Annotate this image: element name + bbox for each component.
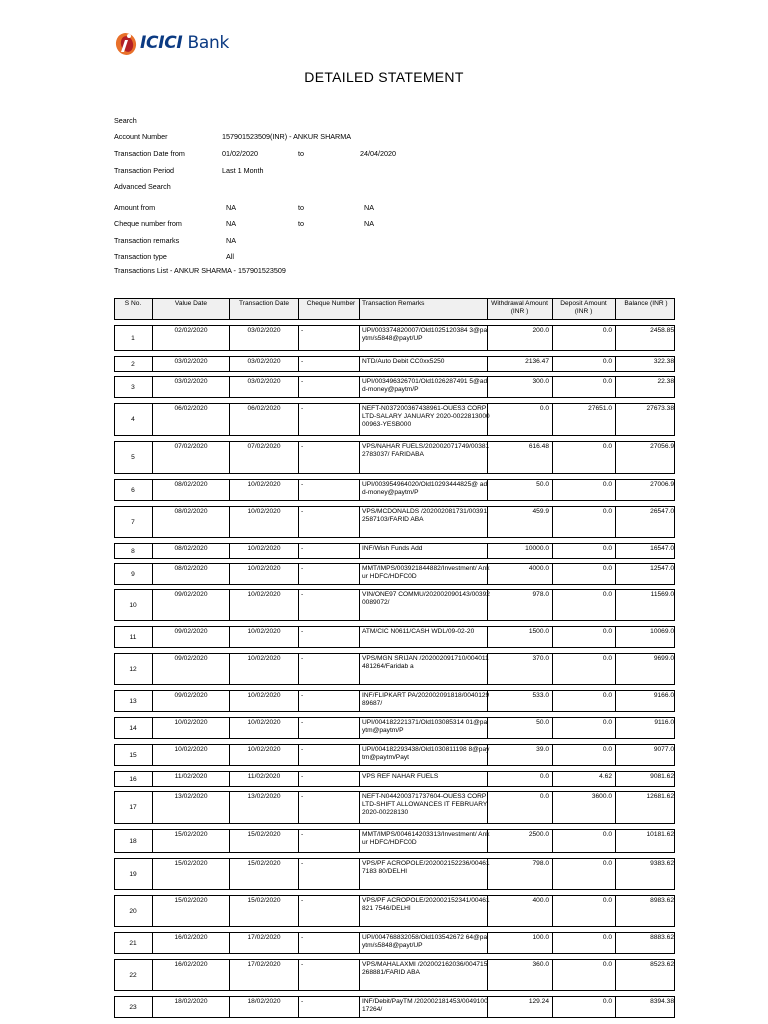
cell-rm: NEFT-N037200367438961-OUES3 CORP LTD-SALARY JANUARY 2020-002281300000963-YESB000: [359, 404, 490, 435]
cell-bl: 22.38: [615, 377, 676, 397]
cell-cq: -: [298, 772, 361, 786]
cell-td: 17/02/2020: [229, 960, 298, 990]
cell-vd: 08/02/2020: [152, 544, 229, 558]
table-row: [114, 932, 675, 954]
cell-sno: 13: [129, 697, 137, 705]
cell-bl: 322.38: [615, 357, 676, 371]
cell-rm: INF/Wish Funds Add: [359, 544, 490, 558]
cell-td: 15/02/2020: [229, 830, 298, 852]
cell-td: 10/02/2020: [229, 544, 298, 558]
account-value: 157901523509(INR) - ANKUR SHARMA: [222, 132, 352, 141]
cell-sno: 23: [129, 1003, 137, 1011]
cell-wd: 10000.0: [487, 544, 551, 558]
cell-cq: -: [298, 442, 361, 473]
cell-cq: -: [298, 997, 361, 1017]
cell-vd: 08/02/2020: [152, 564, 229, 584]
table-row: [114, 441, 675, 474]
cell-rm: VPS/PF ACROPOLE/202002152341/00461821 7546/DELHI: [359, 896, 490, 926]
cell-sno: 1: [131, 334, 135, 342]
cell-bl: 9077.0: [615, 745, 676, 765]
cell-rm: UPI/004768832058/Old103542672 64@paytm/s5848@payt/UP: [359, 933, 490, 953]
page-title: DETAILED STATEMENT: [304, 69, 464, 85]
cell-rm: VPS/MCDONALDS /202002081731/003912587103/FARID ABA: [359, 507, 490, 537]
cell-sno: 9: [131, 570, 135, 578]
cell-dp: 0.0: [552, 859, 614, 889]
type-value: All: [226, 252, 234, 261]
cell-bl: 9383.62: [615, 859, 676, 889]
cell-td: 10/02/2020: [229, 507, 298, 537]
cell-wd: 4000.0: [487, 564, 551, 584]
cell-cq: -: [298, 627, 361, 647]
cell-dp: 0.0: [552, 960, 614, 990]
cell-bl: 10069.0: [615, 627, 676, 647]
cell-wd: 2500.0: [487, 830, 551, 852]
cell-vd: 13/02/2020: [152, 792, 229, 823]
cell-vd: 07/02/2020: [152, 442, 229, 473]
amount-from: NA: [226, 203, 236, 212]
cell-cq: -: [298, 590, 361, 620]
column-header: Withdrawal Amount (INR ): [487, 299, 551, 319]
cell-bl: 9166.0: [615, 691, 676, 711]
cell-rm: NEFT-N044200371737604-OUES3 CORP LTD-SHIFT ALLOWANCES IT FEBRUARY 2020-00228130: [359, 792, 490, 823]
column-header: Transaction Remarks: [359, 299, 490, 319]
cell-rm: UPI/003496326701/Old1026287491 5@add-money@paytm/P: [359, 377, 490, 397]
cell-vd: 09/02/2020: [152, 691, 229, 711]
cell-bl: 12547.0: [615, 564, 676, 584]
cell-vd: 16/02/2020: [152, 960, 229, 990]
cell-td: 10/02/2020: [229, 590, 298, 620]
cell-cq: -: [298, 691, 361, 711]
table-row: [114, 403, 675, 436]
cell-sno: 11: [129, 633, 137, 641]
cell-bl: 8983.62: [615, 896, 676, 926]
cell-td: 10/02/2020: [229, 691, 298, 711]
cell-wd: 50.0: [487, 480, 551, 500]
table-row: [114, 791, 675, 824]
cell-vd: 08/02/2020: [152, 507, 229, 537]
cell-cq: -: [298, 960, 361, 990]
cell-dp: 0.0: [552, 896, 614, 926]
cell-sno: 6: [131, 486, 135, 494]
cell-td: 15/02/2020: [229, 896, 298, 926]
cell-sno: 20: [129, 907, 137, 915]
cell-wd: 129.24: [487, 997, 551, 1017]
cell-td: 11/02/2020: [229, 772, 298, 786]
table-row: [114, 356, 675, 372]
cell-dp: 0.0: [552, 480, 614, 500]
table-row: [114, 690, 675, 712]
cell-td: 06/02/2020: [229, 404, 298, 435]
cell-dp: 0.0: [552, 442, 614, 473]
cell-bl: 2458.85: [615, 326, 676, 350]
cell-dp: 4.62: [552, 772, 614, 786]
table-row: [114, 858, 675, 890]
cell-cq: -: [298, 507, 361, 537]
date-from: 01/02/2020: [222, 149, 258, 158]
cell-wd: 0.0: [487, 792, 551, 823]
cell-rm: VPS/MAHALAXMI /202002162036/004715268881/FARID ABA: [359, 960, 490, 990]
table-row: [114, 376, 675, 398]
remarks-label: Transaction remarks: [114, 236, 180, 245]
cell-dp: 0.0: [552, 830, 614, 852]
remarks-value: NA: [226, 236, 236, 245]
advanced-search-heading: Advanced Search: [114, 182, 171, 191]
type-label: Transaction type: [114, 252, 167, 261]
cell-cq: -: [298, 830, 361, 852]
cell-wd: 459.9: [487, 507, 551, 537]
cell-rm: UPI/003954964020/Old10293444825@ add-money@paytm/P: [359, 480, 490, 500]
cell-wd: 200.0: [487, 326, 551, 350]
amount-label: Amount from: [114, 203, 156, 212]
cell-td: 18/02/2020: [229, 997, 298, 1017]
cell-vd: 16/02/2020: [152, 933, 229, 953]
table-header: [114, 298, 675, 320]
cell-cq: -: [298, 933, 361, 953]
cell-rm: UPI/004182221371/Old103085314 01@paytm@paytm/P: [359, 718, 490, 738]
cell-sno: 22: [129, 971, 137, 979]
cell-cq: -: [298, 377, 361, 397]
cell-vd: 10/02/2020: [152, 745, 229, 765]
bank-name: ICICI Bank: [140, 33, 230, 53]
cell-dp: 0.0: [552, 357, 614, 371]
column-header: Cheque Number: [298, 299, 361, 319]
cell-cq: -: [298, 792, 361, 823]
cell-rm: MMT/IMPS/004614203313/Investment/ Ankur HDFC/HDFC0D: [359, 830, 490, 852]
cell-rm: INF/Debit/PayTM /202002181453/004910017264/: [359, 997, 490, 1017]
cell-sno: 12: [129, 665, 137, 673]
table-row: [114, 563, 675, 585]
cheque-from: NA: [226, 219, 236, 228]
cell-wd: 0.0: [487, 772, 551, 786]
cell-vd: 03/02/2020: [152, 357, 229, 371]
cell-cq: -: [298, 896, 361, 926]
cell-bl: 27056.9: [615, 442, 676, 473]
cell-rm: MMT/IMPS/003921844882/Investment/ Ankur HDFC/HDFC0D: [359, 564, 490, 584]
cell-td: 10/02/2020: [229, 627, 298, 647]
cell-cq: -: [298, 480, 361, 500]
cell-vd: 18/02/2020: [152, 997, 229, 1017]
column-header: Value Date: [152, 299, 229, 319]
cell-dp: 0.0: [552, 326, 614, 350]
icici-logo-icon: [114, 30, 138, 56]
cell-td: 10/02/2020: [229, 480, 298, 500]
statement-table: [114, 298, 675, 1018]
cell-dp: 0.0: [552, 933, 614, 953]
cell-dp: 0.0: [552, 544, 614, 558]
search-heading: Search: [114, 116, 137, 125]
date-label: Transaction Date from: [114, 149, 185, 158]
cell-vd: 06/02/2020: [152, 404, 229, 435]
cell-cq: -: [298, 654, 361, 684]
cell-dp: 0.0: [552, 691, 614, 711]
cell-vd: 03/02/2020: [152, 377, 229, 397]
cell-bl: 8523.62: [615, 960, 676, 990]
cell-wd: 300.0: [487, 377, 551, 397]
cell-bl: 8883.62: [615, 933, 676, 953]
cell-wd: 1500.0: [487, 627, 551, 647]
cell-cq: -: [298, 544, 361, 558]
amount-to: NA: [364, 203, 374, 212]
cell-wd: 0.0: [487, 404, 551, 435]
cell-wd: 360.0: [487, 960, 551, 990]
cell-dp: 0.0: [552, 745, 614, 765]
cell-wd: 50.0: [487, 718, 551, 738]
table-row: [114, 771, 675, 787]
cell-td: 03/02/2020: [229, 357, 298, 371]
cell-vd: 15/02/2020: [152, 830, 229, 852]
cell-sno: 21: [129, 939, 137, 947]
amount-to-label: to: [298, 203, 304, 212]
cell-rm: VIN/ONE97 COMMU/202002090143/003920089072/: [359, 590, 490, 620]
cell-rm: UPI/003374820007/Old1025120384 3@paytm/s5848@payt/UP: [359, 326, 490, 350]
cell-sno: 19: [129, 870, 137, 878]
cell-bl: 16547.0: [615, 544, 676, 558]
cell-bl: 9081.62: [615, 772, 676, 786]
cell-vd: 09/02/2020: [152, 654, 229, 684]
cell-rm: VPS/PF ACROPOLE/202002152236/004617183 80/DELHI: [359, 859, 490, 889]
cell-cq: -: [298, 745, 361, 765]
cell-cq: -: [298, 718, 361, 738]
cell-rm: NTD/Auto Debit CC0xx5250: [359, 357, 490, 371]
cell-wd: 2136.47: [487, 357, 551, 371]
table-row: [114, 479, 675, 501]
cell-wd: 400.0: [487, 896, 551, 926]
cell-wd: 370.0: [487, 654, 551, 684]
cell-vd: 09/02/2020: [152, 627, 229, 647]
cell-vd: 10/02/2020: [152, 718, 229, 738]
cell-wd: 39.0: [487, 745, 551, 765]
cell-cq: -: [298, 564, 361, 584]
cell-td: 07/02/2020: [229, 442, 298, 473]
cell-vd: 08/02/2020: [152, 480, 229, 500]
cell-vd: 15/02/2020: [152, 896, 229, 926]
table-row: [114, 543, 675, 559]
date-to-label: to: [298, 149, 304, 158]
cell-wd: 100.0: [487, 933, 551, 953]
cell-dp: 0.0: [552, 377, 614, 397]
cell-sno: 3: [131, 383, 135, 391]
cell-vd: 02/02/2020: [152, 326, 229, 350]
table-row: [114, 744, 675, 766]
cell-rm: ATM/CIC N0611/CASH WDL/09-02-20: [359, 627, 490, 647]
table-body: [114, 325, 675, 1018]
column-header: S No.: [124, 300, 142, 307]
table-row: [114, 959, 675, 991]
cell-dp: 3600.0: [552, 792, 614, 823]
cell-vd: 15/02/2020: [152, 859, 229, 889]
cell-rm: UPI/004182293438/Old1030811198 8@paytm@paytm/Payt: [359, 745, 490, 765]
cell-td: 10/02/2020: [229, 745, 298, 765]
date-to: 24/04/2020: [360, 149, 396, 158]
table-row: [114, 996, 675, 1018]
cell-dp: 0.0: [552, 590, 614, 620]
cell-wd: 533.0: [487, 691, 551, 711]
transactions-list-label: Transactions List - ANKUR SHARMA - 157901523509: [114, 266, 286, 275]
cell-wd: 978.0: [487, 590, 551, 620]
table-row: [114, 653, 675, 685]
account-label: Account Number: [114, 132, 168, 141]
cell-sno: 17: [129, 804, 137, 811]
table-row: [114, 717, 675, 739]
cell-dp: 0.0: [552, 654, 614, 684]
table-row: [114, 829, 675, 853]
period-label: Transaction Period: [114, 166, 175, 175]
period-value: Last 1 Month: [222, 166, 264, 175]
cell-dp: 0.0: [552, 564, 614, 584]
cell-bl: 27006.9: [615, 480, 676, 500]
table-row: [114, 626, 675, 648]
cell-wd: 616.48: [487, 442, 551, 473]
cell-sno: 2: [131, 360, 135, 368]
cell-cq: -: [298, 326, 361, 350]
cell-bl: 9116.0: [615, 718, 676, 738]
column-header: Deposit Amount (INR ): [552, 299, 614, 319]
cell-sno: 14: [129, 724, 137, 732]
cell-bl: 11569.0: [615, 590, 676, 620]
cell-cq: -: [298, 404, 361, 435]
cell-vd: 09/02/2020: [152, 590, 229, 620]
cell-wd: 798.0: [487, 859, 551, 889]
cell-vd: 11/02/2020: [152, 772, 229, 786]
cell-td: 13/02/2020: [229, 792, 298, 823]
column-header: Transaction Date: [229, 299, 298, 319]
cell-rm: INF/FLIPKART PA/202002091818/004012989687/: [359, 691, 490, 711]
cheque-label: Cheque number from: [114, 219, 182, 228]
cell-dp: 27651.0: [552, 404, 614, 435]
table-row: [114, 506, 675, 538]
cell-dp: 0.0: [552, 507, 614, 537]
cell-dp: 0.0: [552, 997, 614, 1017]
column-header: Balance (INR ): [615, 299, 676, 319]
cell-sno: 8: [131, 547, 135, 555]
table-row: [114, 895, 675, 927]
cell-rm: VPS/NAHAR FUELS/202002071749/003812783037/ FARIDABA: [359, 442, 490, 473]
cell-dp: 0.0: [552, 627, 614, 647]
cell-cq: -: [298, 859, 361, 889]
cell-sno: 7: [131, 518, 135, 526]
cell-dp: 0.0: [552, 718, 614, 738]
cell-bl: 8394.38: [615, 997, 676, 1017]
cell-sno: 15: [129, 751, 137, 759]
cell-sno: 18: [129, 837, 137, 845]
cell-sno: 5: [131, 454, 135, 461]
cell-bl: 27673.38: [615, 404, 676, 435]
table-row: [114, 325, 675, 351]
cell-td: 03/02/2020: [229, 326, 298, 350]
cell-bl: 10181.62: [615, 830, 676, 852]
cell-td: 10/02/2020: [229, 718, 298, 738]
cell-rm: VPS/MGN SRIJAN /202002091710/004011481264/Faridab a: [359, 654, 490, 684]
cheque-to: NA: [364, 219, 374, 228]
cell-bl: 12681.62: [615, 792, 676, 823]
cell-td: 10/02/2020: [229, 564, 298, 584]
cell-bl: 9699.0: [615, 654, 676, 684]
cell-sno: 10: [129, 601, 137, 609]
cell-td: 17/02/2020: [229, 933, 298, 953]
cell-cq: -: [298, 357, 361, 371]
cell-bl: 26547.0: [615, 507, 676, 537]
cell-sno: 4: [131, 416, 135, 423]
cheque-to-label: to: [298, 219, 304, 228]
table-row: [114, 589, 675, 621]
cell-sno: 16: [129, 775, 137, 783]
cell-rm: VPS REF NAHAR FUELS: [359, 772, 490, 786]
cell-td: 10/02/2020: [229, 654, 298, 684]
cell-td: 15/02/2020: [229, 859, 298, 889]
cell-td: 03/02/2020: [229, 377, 298, 397]
